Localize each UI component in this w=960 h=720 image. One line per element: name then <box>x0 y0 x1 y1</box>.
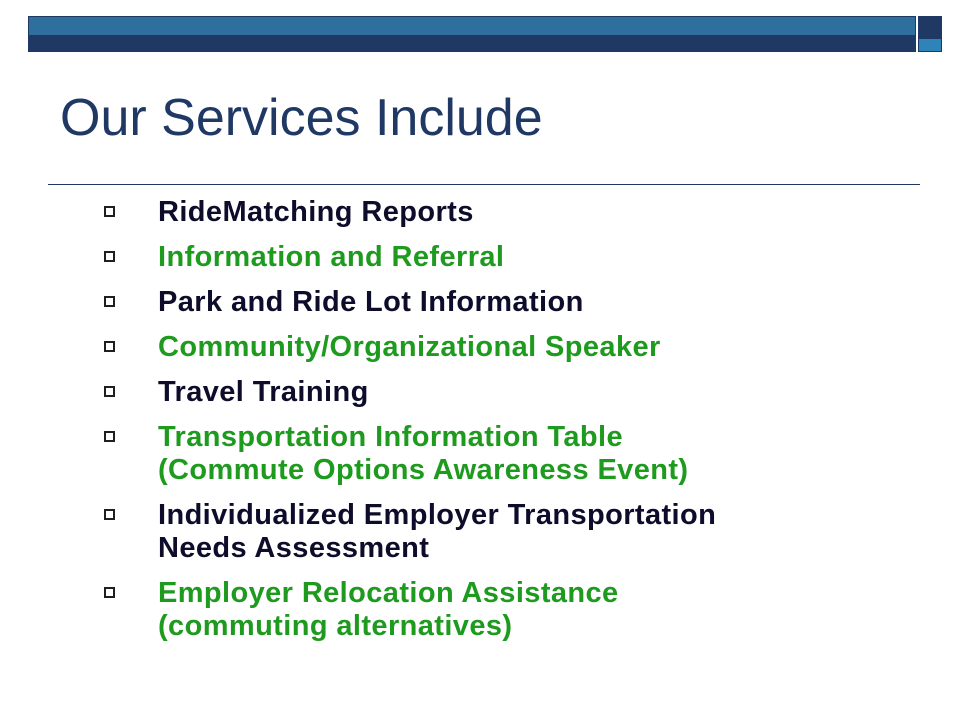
list-item <box>104 241 924 274</box>
hollow-square-icon <box>104 251 115 262</box>
list-item-text: Travel Training <box>158 376 369 408</box>
services-list <box>104 196 924 655</box>
list-item-text: Transportation Information Table <box>158 421 624 453</box>
header-decorative-bar <box>28 16 916 52</box>
header-bar-light-stripe <box>29 17 915 35</box>
list-item <box>104 499 924 565</box>
list-item-text: RideMatching Reports <box>158 196 474 228</box>
list-item <box>104 577 924 643</box>
hollow-square-icon <box>104 587 115 598</box>
header-bar-dark-stripe <box>29 35 915 51</box>
list-item <box>104 286 924 319</box>
list-item-text: Employer Relocation Assistance <box>158 577 619 609</box>
list-item-text: Community/Organizational Speaker <box>158 331 661 363</box>
list-item-text-continued: Needs Assessment <box>158 532 430 564</box>
list-item-text-continued: (Commute Options Awareness Event) <box>158 454 689 486</box>
list-item-text: Park and Ride Lot Information <box>158 286 584 318</box>
hollow-square-icon <box>104 386 115 397</box>
hollow-square-icon <box>104 296 115 307</box>
title-divider <box>48 184 920 185</box>
list-item <box>104 376 924 409</box>
header-corner-block <box>918 16 942 52</box>
corner-block-upper <box>919 17 941 39</box>
slide-title: Our Services Include <box>60 89 543 147</box>
list-item <box>104 331 924 364</box>
hollow-square-icon <box>104 206 115 217</box>
hollow-square-icon <box>104 341 115 352</box>
list-item-text: Individualized Employer Transportation <box>158 499 717 531</box>
hollow-square-icon <box>104 431 115 442</box>
corner-block-lower <box>919 39 941 51</box>
hollow-square-icon <box>104 509 115 520</box>
list-item-text-continued: (commuting alternatives) <box>158 610 513 642</box>
list-item-text: Information and Referral <box>158 241 505 273</box>
list-item <box>104 421 924 487</box>
list-item <box>104 196 924 229</box>
